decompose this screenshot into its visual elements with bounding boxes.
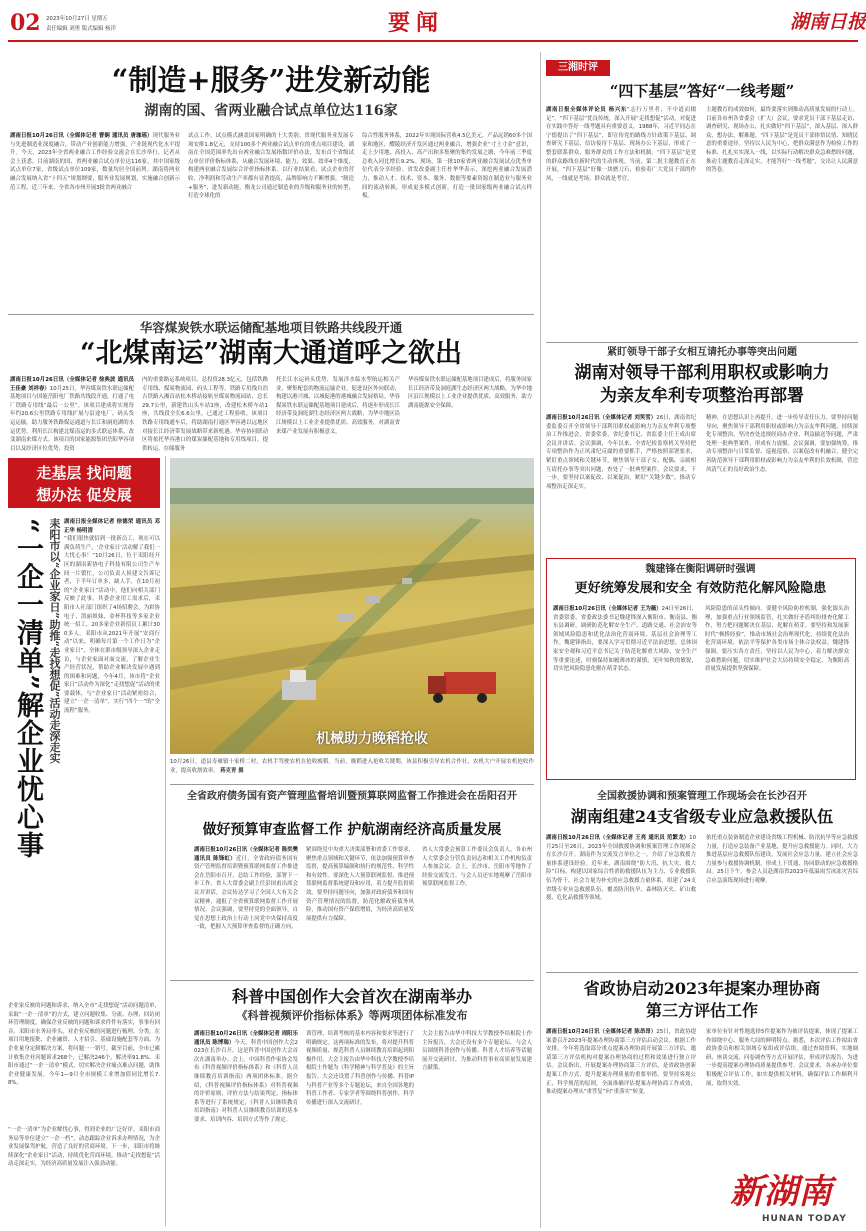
article-column: 主题教育的成效如何，最终要落实到推动高质量发展的行动上。目前各市州各省委会（扩大）会议，要求党员干部下基层走访、调查研究、现场办公，扎实做好“四下基层”，深入基层、深入群众，想办法、解难题。“四下基层”是党员干部体悟民情、知晓民意的重要途径。坚持以人民为中心，把群众满意作为检验工作的标准，扎扎实实深入一线，以实际行动解决群众急难愁盼问题，推动主题教育走深走实，才能答好“一线考题”，交出让人民满意的答卷。 [706,107,858,174]
byline: 湖南日报全媒体评论员 杨兴东 [546,107,627,113]
caption-text: 10月26日，道县寿雁镇十家桥二村，农机手驾驶农机在抢收晚稻。当前，晚稻进入抢收关键期，该县积极引导农机合作社、农机大户开展农机抢收作业，提高收割效率。 [170,759,534,774]
body-text: 今天，科普中国创作大会2023在长沙召开。这是科普中国创作大会首次在湖南举办。会上，中国科普作家协会发布《科普视频评价指标体系》和《科普人员继续教育培训指南》两项团体标准。据介绍，《科普视频评价指标体系》对科普视频的评价原则、评价方法与结果判定、指标体系等进行了系统规定，《科普人员继续教育培训指南》对科普人员继续教育培训的基本要求、培训内容、培训方式等作了规定。 [194,1039,298,1123]
photo-scene [170,458,534,754]
kicker: 华容煤炭铁水联运储配基地项目铁路共线段开通 [139,320,403,335]
article-column: 依托重点装备制造企业建设省级工程机械、防汛抗旱等应急救援力量，打造应急装备产业基地，提升应急救援能力。同时，大力推进基层应急救援队伍建设，发展社会应急力量，建立社会应急力量参与救援协调机制，形成上下贯通、协同联动的应急救援格局。25日下午，参会人员赴湖南省2023年低温雨雪冰冻灾害综合应急演练现场进行观摩。 [706,835,858,884]
article-column [546,834,696,964]
column-tag [546,60,610,76]
article-emergency-rescue [546,790,858,968]
divider [546,342,858,343]
body-text: 近日，全省政府债务国有资产管理监督培训暨预算联网监督工作推进会在岳阳市召开，总结工作经验，部署下一步工作，省人大常委会副主任彭国甫出席会议并讲话。会议传达学习了全国人大有关会议精神，通报了全省预算联网监督工作开展情况。会议强调，要坚持党的全面领导，自觉在思想上政治上行动上同党中央保持高度一致，把握人大预算审查监督的正确方向。 [194,855,298,931]
body-text: “志行万里者，不中道而辍足”。“四下基层”优良传统，深入开展“走找想促”活动，对促进在实践中答好一线考题具有重要意义。1988年，习近平同志在宁德提出了“四下基层”，即宣传党的路线方针政策下基层、调查研究下基层、信访接待下基层、现场办公下基层，形成了一整套联系群众、服务群众的工作方法和机制。“四下基层”是党的群众路线在新时代的生动体现。当前，第二批主题教育正在开展，“四下基层”好像一块磨刀石，检验着广大党员干部的作风，一线就是考场，群众就是考官。 [546,107,696,182]
article-column [546,106,696,338]
harvest-photo [170,458,534,754]
sidebar-vertical-headline: “一企一清单”解企业忧心事 [12,518,43,860]
subheadline: 《科普视频评价指标体系》等两项团体标准发布 [236,1009,468,1022]
grain-truck [428,672,496,703]
issue-date: 2023年10月27日 星期五 [46,16,108,22]
commentary-title: “四下基层”答好“一线考题” [609,82,795,100]
body-text: 现代服务业与先进制造业深度融合，带动产业创新能力增强，产业链现代化水平提升。今天，2023年全省两业融合工作经验交流会在长沙举行，记者从会上获悉，目前湖南的国、省两业融合试点单位达116家，其中国家级试点单位7家，省级试点单位109家，数量均居全国前列。湖南将两业融合发展纳入省“十四五”规划纲要，服务业发展规划，实施融合创新示范工程，近三年来，全省各市州开展3批省两业融合 [10,133,180,191]
byline: 湖南日报10月26日讯（全媒体记者 陈奕樊 通讯员 陈锋虹） [194,847,298,862]
headline-line1: 省政协启动2023年提案办理协商 [583,979,821,998]
body-text: 10月25日，华容煤炭铁水联运储配基地项目与国能岳阳电厂铁路共线段开通，打通了电厂铁路专用线“最后一公里”，该项目建成将实现每年约20.6公里铁路专用线扩展与沿途电厂、码头货运运输，助力服务铁路煤运通道与长江和洞庭湖的水运优势，利用长江构建北煤南运的多式联运体系，改变湖南来煤方式。该项目的国家能源集团岳阳华容项目以及经济区位优势，投资 [10,385,134,452]
article-column: 综合性服务体系，2022年实现国际营收4.5亿美元。产品远销60多个国家和地区，醴陵经济开发区通过两业融合，增强企业“寸土寸金”意识，走上少用地、高投入、高产出和多集聚的集约发展之路，今年前三季度总收入同比增长9.2%。现场，第一批10家省两业融合发展试点优秀单位代表分享经验。省发改委副主任杜华华表示，深挖两业融合发展潜力，推动人才、技术、资本、服务、数据等要素资源在制造业与服务业间的流动转换，形成更多模式创新，打造一批国家级两业融合试点样板。 [362,133,532,200]
article-column: 省人大常委会预算工作委员会负责人，各市州人大常委会分管负责同志和相关工作机构负责人参加会议。会上，长沙市、岳阳市等地作了经验交流发言。与会人员还实地观摩了岳阳市预算联网监督工作。 [422,847,532,888]
byline: 湖南日报10月26日讯（全媒体记者 周阳乐 通讯员 陈博瑞） [194,1031,298,1046]
article-column: 紧围绕党中央重大决策部署和省委工作要求，聚焦重点领域和关键环节，依法加强预算审查监督，提高预算编制和执行的规范性、科学性和有效性。要深化人大预算联网监督，推进预算联网监督系统建设和应用，着力提升监督质效。要坚持问题导向，加强对政府债务和国有资产管理情况的监督，防范化解政府债务风险，推动国有资产保值增值，为经济高质量发展提供有力保障。 [306,847,414,922]
kicker: 魏建锋在衡阳调研时强调 [645,564,756,575]
byline: 湖南日报10月26日讯（全媒体记者 曹娴 通讯员 唐珈瑶） [10,133,153,139]
sidebar-column: “一企一清单”为企业解忧心事，得到企业的广泛好评。耒阳市商务局等单位建立“一企一档”，动态跟踪企业诉求办理情况，为企业发展保驾护航，营造了良好的营商环境。下一步，耒阳市将继续深化“企业家日”活动，持续优化营商环境，推动“走找想促”活动走深走实，为经济高质量发展注入强劲动能。 [8,1127,160,1168]
footer-brand-english: HUNAN TODAY [762,1214,847,1224]
sidebar-column: 企业家反映的问题和诉求，纳入全市“走找想促”活动问题清单，采取“一企一清单”的方式，建立问题收集、分流、办理、回访闭环管理制度，确保企业反映的问题和诉求件件有落实，事事有回音。耒阳市水务局牵头，对企业反映的问题进行梳理、分类，在项目用地报批、企业融资、人才招引、基础设施配套等方面，为企业量身定制解决方案，将问题一一销号。截至目前，全市已累计收集企业问题诉求268个，已解决246个，解决率91.8%。耒阳市通过“一企一清单”模式，切实解决企业痛点难点问题，助推企业健康发展，今年1—9月全市规模工业增加值同比增长7.8%。 [8,1003,160,1087]
article-column: 训管理、培训考核的基本内容和要求等进行了明确规定。这两项标准的发布，将对提升科普视频质量、规范科普人员继续教育培训起到积极作用。大会主报告由华中科技大学教授李培根院士作题为《科学精神与科学普及》的主旨报告。大会还设置了科普创作与传播、科普IP与科普产业等多个专题论坛，来自全国各地的科普工作者、专家学者等围绕科普创作、科学传播进行深入交流研讨。 [306,1031,414,1106]
headline-line2: 第三方评估工作 [645,1001,758,1020]
masthead-rule [8,40,858,42]
article-column: 内的重要路运系统项目，总投资28.3亿元，包括铁路专用线、煤炭物流园、码头工程等。铁路专用线自浩吉铁路入湘首站松木桥站接轨至煤炭物流园站，总长29.7公里，新建铁山头车站1座，改建松木桥车站1座，共线段全长6.6公里，已通过工程验收。该项目铁路专用线通车后，将助湖南打通区华容港以远地区对接长江经济带发展战略带来新机遇。华容协同联动区将依托华容港口的煤炭储配基地和专用线项目，提供转运、存储服务 [142,377,268,452]
page-number: 02 [10,10,41,36]
divider [170,980,534,981]
article-column [10,132,180,302]
byline: 湖南日报10月26日讯（全媒体记者 徐典波 通讯员 王佳豪 刘祥春） [10,377,134,392]
footer-brand-logo: 新湖南 [730,1172,832,1212]
headline: 做好预算审查监督工作 护航湖南经济高质量发展 [202,822,502,838]
sidebar-vertical-subtitle: 耒阳市以“企业家日”助推“走找想促”活动走深走实 [48,518,61,764]
byline: 湖南日报10月26日讯（全媒体记者 王为薇） [553,606,662,612]
article-column: 大会主报告由华中科技大学教授李培根院士作主旨报告，大会还设有多个专题论坛。与会人员围绕科普创作与传播、科普人才培养等话题展开交流研讨，为推动科普事业高质量发展建言献策。 [422,1031,532,1072]
article-column: 精神，在思想认识上再提升，进一步传导责任压力。要坚持问题导向，聚焦领导干部利用职权或影响力为亲友牟利问题，持续深化专项整治，坚决查处违规经商办企业、利益输送等问题，严肃处理一批典型案件，形成有力震慑。会议强调，要加强统筹，推动专项整治与日常监督、巡视巡察、以案促改有机融合，健全完善防范领导干部利用职权或影响力为亲友牟利的长效机制，营造风清气正的良好政治生态。 [706,415,858,473]
headline: 更好统筹发展和安全 有效防范化解风险隐患 [574,581,827,596]
body-text: “我们很快就招到一批新员工，现在可以满负荷生产，‘企业家日’活动解了我们一大忧心事！”10月26日，位于耒阳经开区的湖南新协电子科技有限公司生产车间一片繁忙，公司负责人侯建文告诉记者，下半年订单多，缺人手，在10月初的“企业家日”活动中，他们向相关部门反映了此事。其委企业用工需求后，耒阳市人社部门组织了4场招聘会，为彩协电子、凯丽姐妹、金杯科技等多家企业统一招工，20多家企业新招员工累计300多人。耒阳市从2021年开展“安商行动”以来，明确每月第一个工作日为“企业家日”，全体在职市级领导深入企业走访，与企业家面对面交流，了解企业生产经营状况，帮助企业解决发展中遇到的困难和问题，今年4月，该市将“企业家日”活动作为深化“走找想促”活动的重要载体，与“企业家日”活动紧密结合，建立“一企一清单”，实行“四个一”的“全流程”服务。 [64,536,160,715]
headline: “北煤南运”湖南大通道呼之欲出 [79,338,463,369]
headline: “制造+服务”进发新动能 [111,63,431,97]
kicker: 紧盯领导干部子女相互请托办事等突出问题 [607,347,797,358]
byline: 湖南日报10月26日讯（全媒体记者 王亮 通讯员 范繁龙） [546,835,690,841]
article-column: 托长江水运码头优势，发展涉水临水型航运相关产业，聚集配套的物流运输企业，促进设区外向联动，构建以港兴城、以城促港的港城融合发展格局。华容煤炭铁水联运储配基地项目建成后，将逐步形成长江经济带及洞庭湖生态经济区两大战略，为华中地区沿江规模以上工业企业提供优质、高效服务，对湖南省来煤产业发展有积极意义。 [276,377,400,435]
article-column [546,1028,696,1198]
body-text: 24日至26日，省委常委、省委政法委书记魏建锋深入衡阳市、衡南县、衡东县调研，调研防范化解安全生产、道路交通、社会治安等领域风险隐患和优化法治化营商环境、基层社会治理等工作。魏建锋指出，要深入学习贯彻习近平法治思想，总体国家安全观和习近平总书记关于防范化解重大风险、安全生产等重要论述，时刻保持如履薄冰的谨慎、见叶知秋的敏锐，切实把风险隐患化解在萌芽状态。 [553,606,697,673]
article-column [194,1030,298,1218]
masthead [8,8,866,38]
headline-line1: 湖南对领导干部利用职权或影响力 [574,363,830,383]
headline: 科普中国创作大会首次在湖南举办 [231,987,472,1006]
commentary-box [546,60,858,338]
byline: 湖南日报10月26日讯（全媒体记者 刘笑雪） [546,415,657,421]
body-text: 25日，省政协提案委召开2023年提案办理协商第三方评估启动会议。根据工作安排，今年将选取部分重点提案办理协商开展第三方评估，邀请第三方评估机构对提案办理协商的过程和效果进行独立评估。会议指出，开展提案办理协商第三方评估，是省政协创新提案工作方式、提升提案办理质量的重要举措。要坚持客观公正、科学规范的原则，全面准确评估提案办理协商工作成效，推动提案办理从“重答复”向“重落实”转变。 [546,1029,696,1096]
headline-line2: 为亲友牟利专项整治再部署 [600,386,804,406]
article-column [10,376,134,462]
article-north-coal-south [8,320,534,452]
article-column [194,846,298,974]
byline: 湖南日报全媒体记者 徐德荣 通讯员 邓正华 杨明清 [64,519,160,534]
article-column: 华容煤炭铁水联运储配基地项目建成后，将服务国家长江经济带及洞庭湖生态经济区两大战略，为华中地区沿江规模以上工业企业提供优质、高效服务，助力湖南能源安全保障。 [408,377,532,409]
section-title: 要闻 [388,10,445,36]
editors-line: 责任编辑 刘勇 版式编辑 杨洋 [46,26,116,32]
article-science-popularization [170,986,534,1226]
main-divider [540,52,541,1228]
article-column: 家单位有针对性地选择5件提案作为被评估提案，体现了提案工作围绕中心、服务大局的鲜明特点。据悉，本次评估工作拟由省政协委员和相关领域专家组成评估组，通过查阅资料、实地调研、座谈交流、问卷调查等方式开展评估，形成评估报告，为进一步提高提案办理协商质量提供参考。会议要求，各承办单位要积极配合评估工作，如实提供相关材料，确保评估工作顺利开展，取得实效。 [706,1029,858,1087]
banner-line: 想办法 促发展 [36,486,132,504]
article-column: 风险隐患的苗头性倾向。要健全风险防控机制，强化源头治理，加强重点行业领域监管，扎实做好矛盾纠纷排查化解工作，努力把问题解决在基层、化解在萌芽。要坚持和发展新时代“枫桥经验”，推动市域社会治理现代化，持续优化法治化营商环境，依法平等保护各类市场主体合法权益。魏建锋强调，要压实各方责任，坚持以人民为中心，着力解决群众急难愁盼问题，切实维护社会大局持续安全稳定，为衡阳高质量发展提供坚强保障。 [705,606,849,673]
brand-logo: 湖南日报 [790,11,866,33]
article-budget-supervision [170,790,534,976]
body-text: 26日，湖南省纪委监委召开全省领导干部利用职权或影响力为亲友牟利专项整治工作推进会，省委常委、省纪委书记、省监委主任王成出席会议并讲话。会议强调，今年以来，全省纪检监察机关坚持把专项整治作为正风肃纪反腐的重要抓手，严格按照部署要求，紧盯重点领域和关键环节，聚焦领导干部子女、配偶、亲属相互请托办事等突出问题，查处了一批典型案件。会议要求，下一步，要坚持以案促改、以案促治，紧盯“关键少数”，推动专项整治走深走实。 [546,415,696,490]
kicker: 全省政府债务国有资产管理监督培训暨预算联网监督工作推进会在岳阳召开 [187,791,517,802]
photo-caption [170,758,534,776]
byline: 湖南日报10月26日讯（全媒体记者 陈昂昂） [546,1029,657,1035]
sidebar-divider [165,456,166,1226]
sidebar-banner [8,458,160,508]
article-column [553,605,697,775]
sidebar-column [64,518,160,998]
subheadline: 湖南的国、省两业融合试点单位达116家 [144,103,398,119]
photo-credit: 蒋克青 摄 [220,767,244,774]
headline: 湖南组建24支省级专业应急救援队伍 [570,807,834,826]
divider [546,972,858,973]
banner-line: 走基层 找问题 [36,464,132,482]
article-wei-jianfeng-box [546,558,856,780]
article-column: 试点工作，试点模式涵盖国家明确的十大类别；省现代服务业发展专项安排1.8亿元，支持100多个两业融合试点单位的重点项目建设。湖南在全国范围率先出台两业融合发展指数评价办法，发布首个省级试点单位评价指标体系，从融合发展环境、能力、效果、效率4个维度，构建两业融合发展综合评价指标体系。以行业结果看，试点企业的营收、净利润和劳动生产率都有显著提高，品牌影响力不断增强。“制造+服务”、进发新动能，衡龙公司通过制造业的升级和服务业的转型，打造全球化的 [188,133,354,200]
divider [170,784,534,785]
divider [8,314,534,315]
body-text: 10月25日至26日，2023年全国救援协调和预案管理工作现场会在长沙召开。湖南作为交流发言单位之一，介绍了应急救援力量体系建设经验。近年来，湖南围绕“防大汛、抗大灾、救大险”目标，构建以国家综合性消防救援队伍为主力、专业救援队伍为骨干、社会力量为补充的应急救援力量体系，组建了24支省级专业应急救援队伍，覆盖防汛抗旱、森林防灭火、矿山救援、危化品救援等领域。 [546,835,696,902]
article-manufacturing-services [8,60,534,310]
column-tag-label: 三湘时评 [558,62,598,73]
photo-headline: 机械助力晚稻抢收 [316,731,428,747]
kicker: 全国救援协调和预案管理工作现场会在长沙召开 [597,791,807,802]
